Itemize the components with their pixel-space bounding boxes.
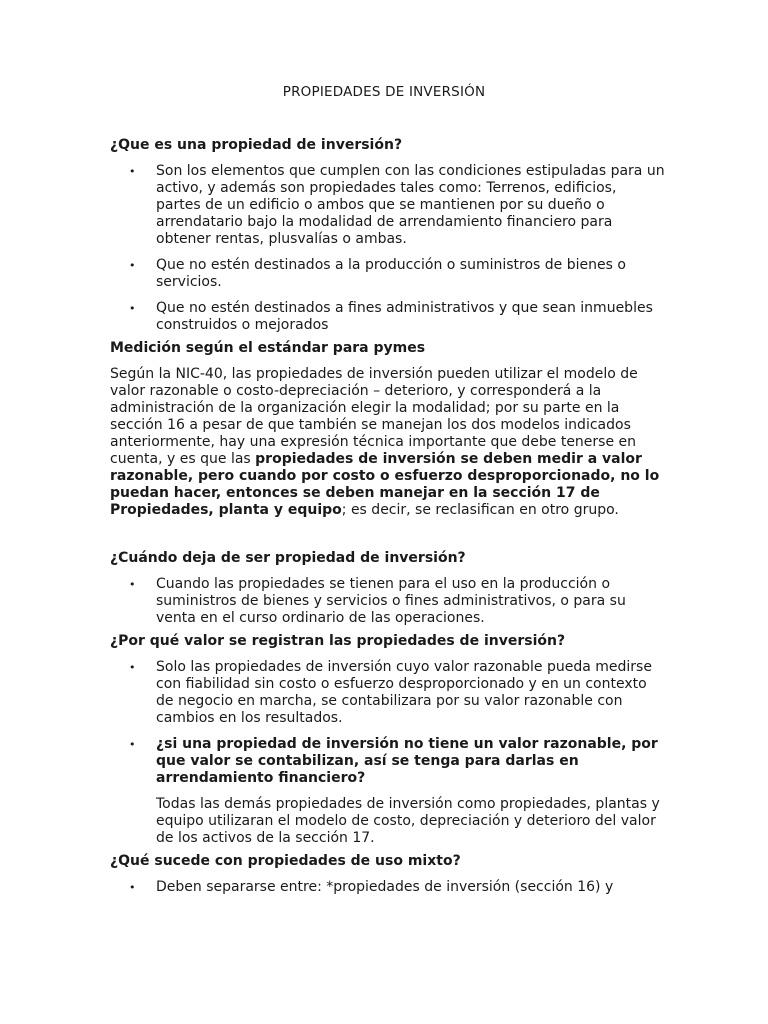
list-item-text: Cuando las propiedades se tienen para el uso en la producción o suministros de bienes y servicios o fines administrativos, o para su venta en el curso ordinario de las operaciones.	[156, 576, 626, 626]
list-item	[110, 163, 665, 248]
bullet-icon: •	[129, 302, 136, 315]
list-item-text: Solo las propiedades de inversión cuyo valor razonable pueda medirse con fiabilidad sin costo o esfuerzo desproporcionado y en un contexto de negocio en marcha, se contabilizara por su valor razonable con cambios en los resultados.	[156, 659, 652, 726]
sub-paragraph: Todas las demás propiedades de inversión como propiedades, plantas y equipo utilizaran el modelo de costo, depreciación y deterioro del valor de los activos de la sección 17.	[156, 796, 660, 846]
list-item	[110, 736, 665, 787]
heading-medicion: Medición según el estándar para pymes	[110, 340, 426, 356]
list-item-text: Que no estén destinados a fines administrativos y que sean inmuebles construidos o mejorados	[156, 300, 653, 333]
medicion-bold-text: propiedades de inversión se deben medir a valor razonable, pero cuando por costo o esfuerzo desproporcionado, no lo puedan hacer, entonces se deben manejar en la sección 17 de Propiedades, planta y equipo	[110, 451, 660, 518]
spacer	[110, 528, 665, 550]
document-title: PROPIEDADES DE INVERSIÓN	[282, 84, 486, 100]
list-item	[110, 659, 665, 727]
list-item-text: Deben separarse entre: *propiedades de inversión (sección 16) y	[156, 879, 614, 895]
document-body	[110, 137, 665, 905]
list-item	[110, 300, 665, 334]
list-item	[110, 879, 665, 896]
list-item-text: Son los elementos que cumplen con las condiciones estipuladas para un activo, y además son propiedades tales como: Terrenos, edificios, partes de un edificio o ambos que se mantienen por su dueño o arrendatario bajo la modalidad de arrendamiento financiero para obtener rentas, plusvalías o ambas.	[156, 163, 665, 247]
bullet-icon: •	[129, 259, 136, 272]
medicion-paragraph: Según la NIC-40, las propiedades de inversión pueden utilizar el modelo de valor razonable o costo-depreciación – deterioro, y corresponderá a la administración de la organización elegir la modalidad; por su parte en la sección 16 a pesar de que también se manejan los dos modelos indicados anteriormente, hay una expresión técnica importante que debe tenerse en cuenta, y es que las propiedades de inversión se deben medir a valor razonable, pero cuando por costo o esfuerzo desproporcionado, no lo puedan hacer, entonces se deben manejar en la sección 17 de Propiedades, planta y equipo; es decir, se reclasifican en otro grupo.	[110, 366, 660, 518]
list-item	[110, 257, 665, 291]
heading-cuando-deja: ¿Cuándo deja de ser propiedad de inversión?	[110, 550, 466, 566]
bullet-icon: •	[129, 578, 136, 591]
list-item	[110, 576, 665, 627]
list-item-text: Que no estén destinados a la producción o suministros de bienes o servicios.	[156, 257, 626, 290]
bullet-icon: •	[129, 881, 136, 894]
heading-por-que-valor: ¿Por qué valor se registran las propiedades de inversión?	[110, 633, 566, 649]
list-item-text: ¿si una propiedad de inversión no tiene un valor razonable, por que valor se contabilizan, así se tenga para darlas en arrendamiento financiero?	[156, 736, 658, 786]
bullet-icon: •	[129, 661, 136, 674]
heading-uso-mixto: ¿Qué sucede con propiedades de uso mixto?	[110, 853, 461, 869]
bullet-icon: •	[129, 165, 136, 178]
bullet-icon: •	[129, 738, 136, 751]
heading-que-es: ¿Que es una propiedad de inversión?	[110, 137, 403, 153]
